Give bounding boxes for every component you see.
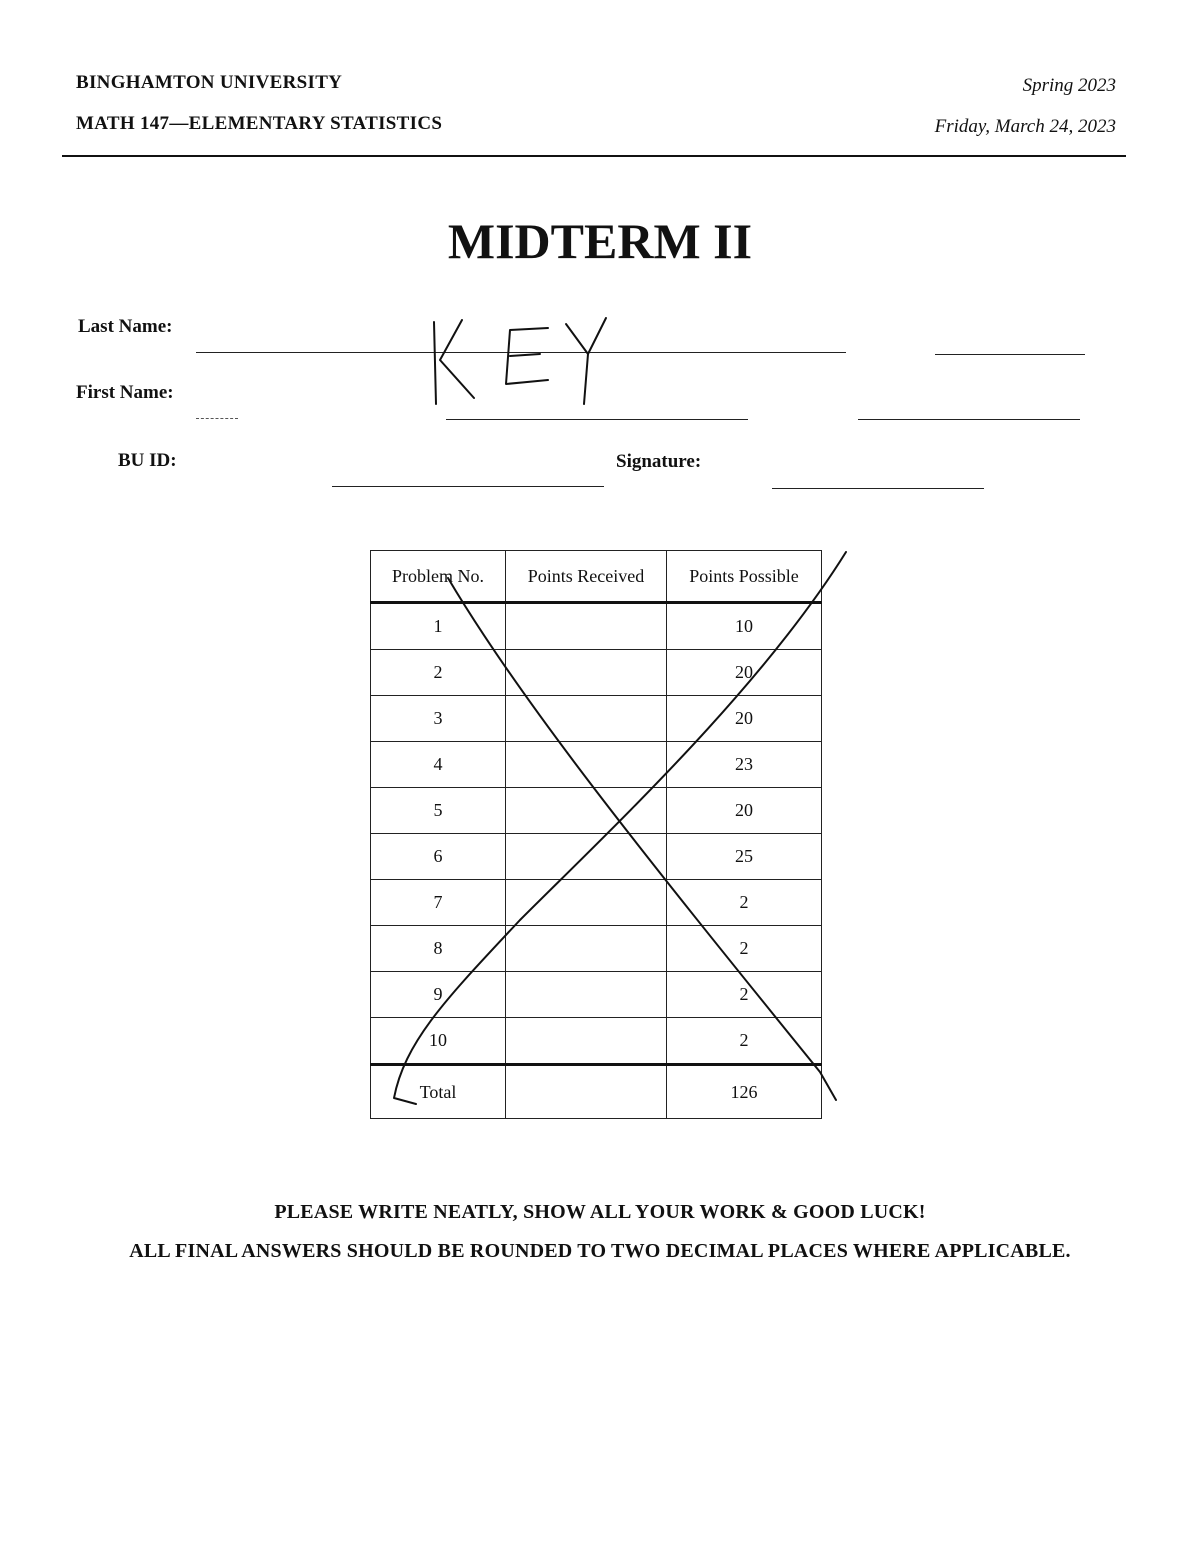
total-possible-cell: 126 bbox=[667, 1065, 822, 1119]
problem-number: 2 bbox=[371, 650, 506, 696]
exam-date: Friday, March 24, 2023 bbox=[934, 116, 1116, 137]
handwritten-k-arms bbox=[440, 320, 474, 398]
points-possible-cell: 2 bbox=[667, 926, 822, 972]
signature-label: Signature: bbox=[616, 451, 702, 472]
points-possible-cell: 10 bbox=[667, 603, 822, 650]
problem-number: 6 bbox=[371, 834, 506, 880]
total-label: Total bbox=[371, 1065, 506, 1119]
points-possible-cell: 20 bbox=[667, 696, 822, 742]
last-name-label: Last Name: bbox=[78, 316, 173, 337]
handwritten-e-middle bbox=[510, 354, 540, 356]
problem-number: 1 bbox=[371, 603, 506, 650]
term: Spring 2023 bbox=[1022, 75, 1116, 96]
problem-number: 8 bbox=[371, 926, 506, 972]
handwritten-y-arms bbox=[566, 318, 606, 354]
points-possible-cell: 2 bbox=[667, 972, 822, 1018]
first-name-label: First Name: bbox=[76, 382, 174, 403]
points-possible-cell: 2 bbox=[667, 880, 822, 926]
points-possible-cell: 23 bbox=[667, 742, 822, 788]
problem-number: 3 bbox=[371, 696, 506, 742]
header-problem-no: Problem No. bbox=[371, 551, 506, 603]
handwritten-y-stem bbox=[584, 354, 588, 404]
points-possible-cell: 2 bbox=[667, 1018, 822, 1065]
instructions-line-2: ALL FINAL ANSWERS SHOULD BE ROUNDED TO TWO DECIMAL PLACES WHERE APPLICABLE. bbox=[129, 1240, 1071, 1262]
problem-number: 9 bbox=[371, 972, 506, 1018]
points-possible-cell: 20 bbox=[667, 788, 822, 834]
problem-number: 10 bbox=[371, 1018, 506, 1065]
points-possible-cell: 20 bbox=[667, 650, 822, 696]
handwritten-k-stem bbox=[434, 322, 436, 404]
header-points-received: Points Received bbox=[506, 551, 667, 603]
points-possible-cell: 25 bbox=[667, 834, 822, 880]
bu-id-label: BU ID: bbox=[118, 450, 177, 471]
problem-number: 5 bbox=[371, 788, 506, 834]
crossout-line-1 bbox=[448, 578, 836, 1100]
university-name: BINGHAMTON UNIVERSITY bbox=[76, 72, 343, 93]
problem-number: 7 bbox=[371, 880, 506, 926]
header-points-possible: Points Possible bbox=[667, 551, 822, 603]
problem-number: 4 bbox=[371, 742, 506, 788]
page-title: MIDTERM II bbox=[447, 213, 753, 269]
instructions-line-1: PLEASE WRITE NEATLY, SHOW ALL YOUR WORK & GOOD LUCK! bbox=[274, 1201, 926, 1223]
course-name: MATH 147—ELEMENTARY STATISTICS bbox=[76, 113, 443, 134]
